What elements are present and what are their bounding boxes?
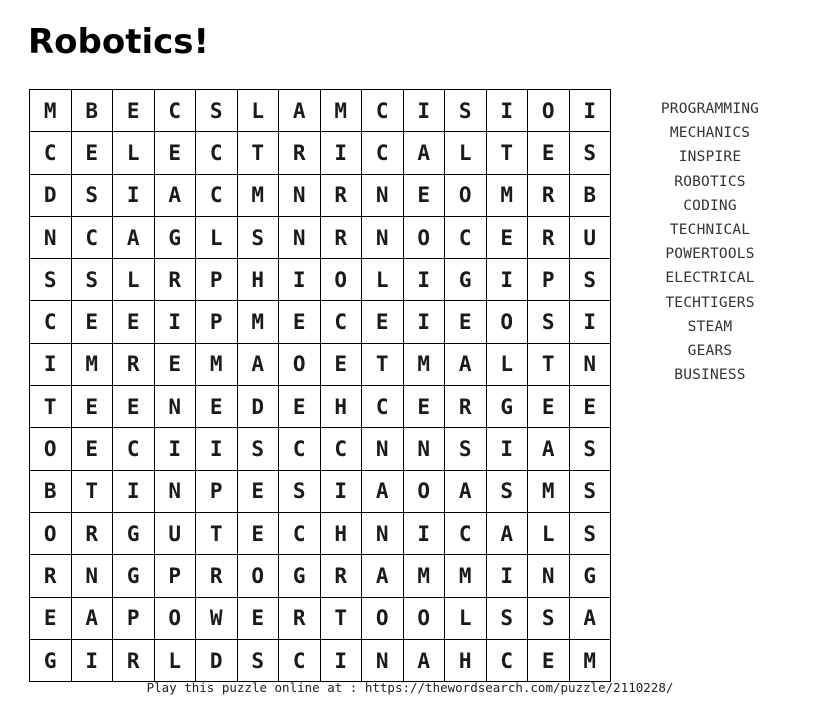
grid-cell[interactable]: D — [237, 386, 279, 428]
grid-cell[interactable]: E — [71, 132, 113, 174]
grid-cell[interactable]: N — [154, 386, 196, 428]
grid-cell[interactable]: N — [71, 555, 113, 597]
grid-cell[interactable]: S — [486, 597, 528, 639]
grid-cell[interactable]: C — [71, 216, 113, 258]
grid-cell[interactable]: A — [279, 90, 321, 132]
grid-cell[interactable]: N — [30, 216, 72, 258]
word-list-item[interactable]: INSPIRE — [678, 149, 742, 166]
letter-grid — [29, 89, 611, 682]
grid-cell[interactable]: H — [320, 386, 362, 428]
grid-cell[interactable]: I — [486, 428, 528, 470]
grid-cell[interactable]: L — [486, 343, 528, 385]
grid-cell[interactable]: T — [528, 343, 570, 385]
grid-cell[interactable]: S — [445, 90, 487, 132]
grid-cell[interactable]: C — [445, 216, 487, 258]
word-list-item[interactable]: GEARS — [687, 343, 733, 360]
grid-cell[interactable]: M — [403, 343, 445, 385]
grid-cell[interactable]: S — [71, 259, 113, 301]
grid-row — [30, 132, 611, 174]
grid-cell[interactable]: L — [113, 132, 155, 174]
grid-cell[interactable]: E — [154, 132, 196, 174]
grid-cell[interactable]: C — [30, 301, 72, 343]
grid-cell[interactable]: I — [486, 259, 528, 301]
grid-cell[interactable]: N — [362, 512, 404, 554]
grid-cell[interactable]: H — [445, 639, 487, 681]
grid-row — [30, 90, 611, 132]
grid-cell[interactable]: D — [30, 174, 72, 216]
grid-cell[interactable]: L — [237, 90, 279, 132]
grid-cell[interactable]: E — [362, 301, 404, 343]
grid-cell[interactable]: R — [279, 597, 321, 639]
grid-cell[interactable]: E — [237, 512, 279, 554]
word-list-item[interactable]: TECHNICAL — [669, 222, 751, 239]
grid-cell[interactable]: M — [486, 174, 528, 216]
grid-row — [30, 470, 611, 512]
grid-cell[interactable]: C — [362, 132, 404, 174]
grid-cell[interactable]: G — [445, 259, 487, 301]
grid-cell[interactable]: C — [279, 512, 321, 554]
grid-cell[interactable]: E — [569, 386, 611, 428]
grid-cell[interactable]: S — [445, 428, 487, 470]
grid-cell[interactable]: T — [196, 512, 238, 554]
grid-cell[interactable]: L — [528, 512, 570, 554]
grid-cell[interactable]: P — [196, 259, 238, 301]
grid-row — [30, 343, 611, 385]
grid-cell[interactable]: M — [445, 555, 487, 597]
grid-cell[interactable]: A — [403, 132, 445, 174]
grid-cell[interactable]: W — [196, 597, 238, 639]
grid-cell[interactable]: O — [403, 470, 445, 512]
word-list-item[interactable]: BUSINESS — [674, 367, 746, 384]
grid-cell[interactable]: T — [30, 386, 72, 428]
grid-cell[interactable]: O — [30, 512, 72, 554]
word-list-item[interactable]: ROBOTICS — [674, 173, 746, 190]
grid-cell[interactable]: O — [237, 555, 279, 597]
grid-cell[interactable]: I — [403, 512, 445, 554]
grid-cell[interactable]: S — [569, 428, 611, 470]
grid-cell[interactable]: E — [196, 386, 238, 428]
grid-cell[interactable]: I — [403, 259, 445, 301]
page-title: Robotics! — [28, 22, 210, 62]
grid-cell[interactable]: E — [154, 343, 196, 385]
grid-cell[interactable]: N — [279, 174, 321, 216]
grid-cell[interactable]: L — [196, 216, 238, 258]
word-list-item[interactable]: ELECTRICAL — [665, 270, 755, 287]
grid-cell[interactable]: T — [362, 343, 404, 385]
grid-cell[interactable]: E — [486, 216, 528, 258]
grid-cell[interactable]: C — [486, 639, 528, 681]
grid-cell[interactable]: E — [403, 386, 445, 428]
grid-cell[interactable]: I — [320, 470, 362, 512]
grid-cell[interactable]: U — [154, 512, 196, 554]
grid-cell[interactable]: N — [528, 555, 570, 597]
grid-cell[interactable]: U — [569, 216, 611, 258]
grid-cell[interactable]: P — [113, 597, 155, 639]
grid-cell[interactable]: M — [528, 470, 570, 512]
grid-cell[interactable]: O — [279, 343, 321, 385]
grid-cell[interactable]: G — [486, 386, 528, 428]
grid-cell[interactable]: O — [403, 216, 445, 258]
grid-cell[interactable]: S — [237, 639, 279, 681]
grid-cell[interactable]: G — [569, 555, 611, 597]
grid-cell[interactable]: O — [528, 90, 570, 132]
grid-cell[interactable]: P — [196, 301, 238, 343]
grid-row — [30, 386, 611, 428]
grid-cell[interactable]: P — [154, 555, 196, 597]
grid-cell[interactable]: C — [320, 301, 362, 343]
grid-cell[interactable]: I — [486, 555, 528, 597]
grid-cell[interactable]: S — [528, 301, 570, 343]
grid-cell[interactable]: S — [30, 259, 72, 301]
grid-cell[interactable]: I — [154, 301, 196, 343]
grid-cell[interactable]: S — [569, 470, 611, 512]
grid-cell[interactable]: R — [30, 555, 72, 597]
grid-cell[interactable]: C — [30, 132, 72, 174]
grid-cell[interactable]: G — [154, 216, 196, 258]
grid-cell[interactable]: D — [196, 639, 238, 681]
grid-cell[interactable]: E — [528, 132, 570, 174]
grid-cell[interactable]: A — [154, 174, 196, 216]
grid-cell[interactable]: R — [113, 343, 155, 385]
grid-cell[interactable]: R — [113, 639, 155, 681]
grid-row — [30, 174, 611, 216]
grid-cell[interactable]: A — [445, 343, 487, 385]
word-list-item[interactable]: MECHANICS — [669, 125, 751, 142]
grid-cell[interactable]: N — [362, 174, 404, 216]
grid-cell[interactable]: S — [569, 512, 611, 554]
grid-cell[interactable]: R — [528, 174, 570, 216]
grid-cell[interactable]: I — [196, 428, 238, 470]
grid-cell[interactable]: I — [279, 259, 321, 301]
grid-cell[interactable]: M — [569, 639, 611, 681]
grid-cell[interactable]: T — [71, 470, 113, 512]
grid-cell[interactable]: S — [486, 470, 528, 512]
grid-cell[interactable]: I — [71, 639, 113, 681]
grid-cell[interactable]: C — [362, 90, 404, 132]
grid-cell[interactable]: O — [445, 174, 487, 216]
grid-cell[interactable]: N — [362, 216, 404, 258]
grid-cell[interactable]: G — [30, 639, 72, 681]
grid-cell[interactable]: A — [445, 470, 487, 512]
grid-cell[interactable]: O — [154, 597, 196, 639]
grid-cell[interactable]: E — [113, 386, 155, 428]
grid-cell[interactable]: R — [279, 132, 321, 174]
grid-cell[interactable]: N — [279, 216, 321, 258]
grid-cell[interactable]: E — [403, 174, 445, 216]
grid-cell[interactable]: R — [71, 512, 113, 554]
grid-cell[interactable]: B — [30, 470, 72, 512]
grid-cell[interactable]: E — [113, 301, 155, 343]
grid-cell[interactable]: C — [362, 386, 404, 428]
grid-cell[interactable]: L — [113, 259, 155, 301]
grid-cell[interactable]: R — [196, 555, 238, 597]
grid-cell[interactable]: E — [237, 597, 279, 639]
grid-cell[interactable]: E — [71, 386, 113, 428]
grid-cell[interactable]: I — [113, 470, 155, 512]
grid-cell[interactable]: R — [320, 555, 362, 597]
grid-cell[interactable]: C — [113, 428, 155, 470]
grid-cell[interactable]: R — [320, 216, 362, 258]
grid-row — [30, 639, 611, 681]
word-list — [610, 97, 810, 387]
grid-cell[interactable]: E — [279, 386, 321, 428]
grid-cell[interactable]: L — [362, 259, 404, 301]
grid-cell[interactable]: E — [528, 386, 570, 428]
grid-cell[interactable]: R — [528, 216, 570, 258]
grid-cell[interactable]: I — [320, 639, 362, 681]
grid-cell[interactable]: N — [362, 428, 404, 470]
grid-cell[interactable]: E — [71, 428, 113, 470]
grid-cell[interactable]: C — [279, 428, 321, 470]
grid-cell[interactable]: O — [30, 428, 72, 470]
grid-cell[interactable]: M — [30, 90, 72, 132]
word-list-item[interactable]: PROGRAMMING — [660, 101, 760, 117]
grid-cell[interactable]: B — [71, 90, 113, 132]
grid-cell[interactable]: I — [403, 301, 445, 343]
grid-cell[interactable]: E — [528, 639, 570, 681]
grid-cell[interactable]: E — [445, 301, 487, 343]
grid-cell[interactable]: G — [113, 512, 155, 554]
grid-cell[interactable]: A — [486, 512, 528, 554]
grid-cell[interactable]: O — [320, 259, 362, 301]
grid-cell[interactable]: I — [486, 90, 528, 132]
grid-cell[interactable]: S — [196, 90, 238, 132]
grid-cell[interactable]: I — [154, 428, 196, 470]
grid-cell[interactable]: B — [569, 174, 611, 216]
grid-cell[interactable]: N — [403, 428, 445, 470]
grid-cell[interactable]: E — [237, 470, 279, 512]
footer-link[interactable]: Play this puzzle online at : https://thewordsearch.com/puzzle/2110228/ — [146, 680, 674, 695]
grid-row — [30, 259, 611, 301]
grid-cell[interactable]: A — [113, 216, 155, 258]
grid-cell[interactable]: A — [237, 343, 279, 385]
word-list-item[interactable]: POWERTOOLS — [665, 246, 755, 263]
word-list-item[interactable]: TECHTIGERS — [665, 294, 755, 311]
grid-cell[interactable]: O — [486, 301, 528, 343]
grid-row — [30, 428, 611, 470]
grid-cell[interactable]: M — [71, 343, 113, 385]
grid-cell[interactable]: E — [71, 301, 113, 343]
grid-cell[interactable]: R — [320, 174, 362, 216]
grid-cell[interactable]: L — [445, 597, 487, 639]
grid-cell[interactable]: S — [237, 216, 279, 258]
grid-cell[interactable]: R — [445, 386, 487, 428]
grid-row — [30, 597, 611, 639]
grid-cell[interactable]: A — [528, 428, 570, 470]
word-list-item[interactable]: CODING — [683, 197, 737, 214]
grid-row — [30, 555, 611, 597]
grid-cell[interactable]: P — [196, 470, 238, 512]
grid-cell[interactable]: R — [154, 259, 196, 301]
grid-cell[interactable]: C — [154, 90, 196, 132]
grid-cell[interactable]: I — [403, 90, 445, 132]
grid-cell[interactable]: G — [113, 555, 155, 597]
grid-cell[interactable]: T — [486, 132, 528, 174]
grid-cell[interactable]: I — [569, 90, 611, 132]
grid-cell[interactable]: A — [71, 597, 113, 639]
grid-cell[interactable]: E — [279, 301, 321, 343]
grid-row — [30, 301, 611, 343]
grid-cell[interactable]: E — [320, 343, 362, 385]
grid-cell[interactable]: M — [403, 555, 445, 597]
grid-cell[interactable]: S — [237, 428, 279, 470]
grid-cell[interactable]: E — [113, 90, 155, 132]
grid-cell[interactable]: S — [569, 132, 611, 174]
grid-cell[interactable]: A — [362, 555, 404, 597]
grid-cell[interactable]: I — [113, 174, 155, 216]
grid-cell[interactable]: H — [320, 512, 362, 554]
grid-cell[interactable]: C — [445, 512, 487, 554]
grid-cell[interactable]: E — [30, 597, 72, 639]
word-list-item[interactable]: STEAM — [687, 318, 733, 335]
grid-cell[interactable]: A — [403, 639, 445, 681]
grid-row — [30, 512, 611, 554]
grid-cell[interactable]: C — [196, 174, 238, 216]
grid-cell[interactable]: I — [30, 343, 72, 385]
grid-cell[interactable]: M — [320, 90, 362, 132]
grid-cell[interactable]: C — [320, 428, 362, 470]
grid-cell[interactable]: N — [569, 343, 611, 385]
grid-cell[interactable]: O — [403, 597, 445, 639]
grid-cell[interactable]: C — [279, 639, 321, 681]
grid-cell[interactable]: N — [154, 470, 196, 512]
grid-cell[interactable]: H — [237, 259, 279, 301]
grid-cell[interactable]: S — [71, 174, 113, 216]
word-search-grid — [29, 89, 611, 682]
grid-cell[interactable]: T — [237, 132, 279, 174]
grid-cell[interactable]: G — [279, 555, 321, 597]
grid-cell[interactable]: L — [445, 132, 487, 174]
grid-cell[interactable]: A — [362, 470, 404, 512]
grid-row — [30, 216, 611, 258]
grid-cell[interactable]: M — [237, 174, 279, 216]
grid-cell[interactable]: C — [196, 132, 238, 174]
grid-cell[interactable]: M — [237, 301, 279, 343]
grid-cell[interactable]: O — [362, 597, 404, 639]
grid-cell[interactable]: A — [569, 597, 611, 639]
grid-cell[interactable]: T — [320, 597, 362, 639]
grid-cell[interactable]: L — [154, 639, 196, 681]
grid-cell[interactable]: P — [528, 259, 570, 301]
grid-cell[interactable]: S — [528, 597, 570, 639]
grid-cell[interactable]: S — [569, 259, 611, 301]
grid-cell[interactable]: I — [320, 132, 362, 174]
grid-cell[interactable]: S — [279, 470, 321, 512]
grid-cell[interactable]: M — [196, 343, 238, 385]
grid-cell[interactable]: I — [569, 301, 611, 343]
grid-cell[interactable]: N — [362, 639, 404, 681]
